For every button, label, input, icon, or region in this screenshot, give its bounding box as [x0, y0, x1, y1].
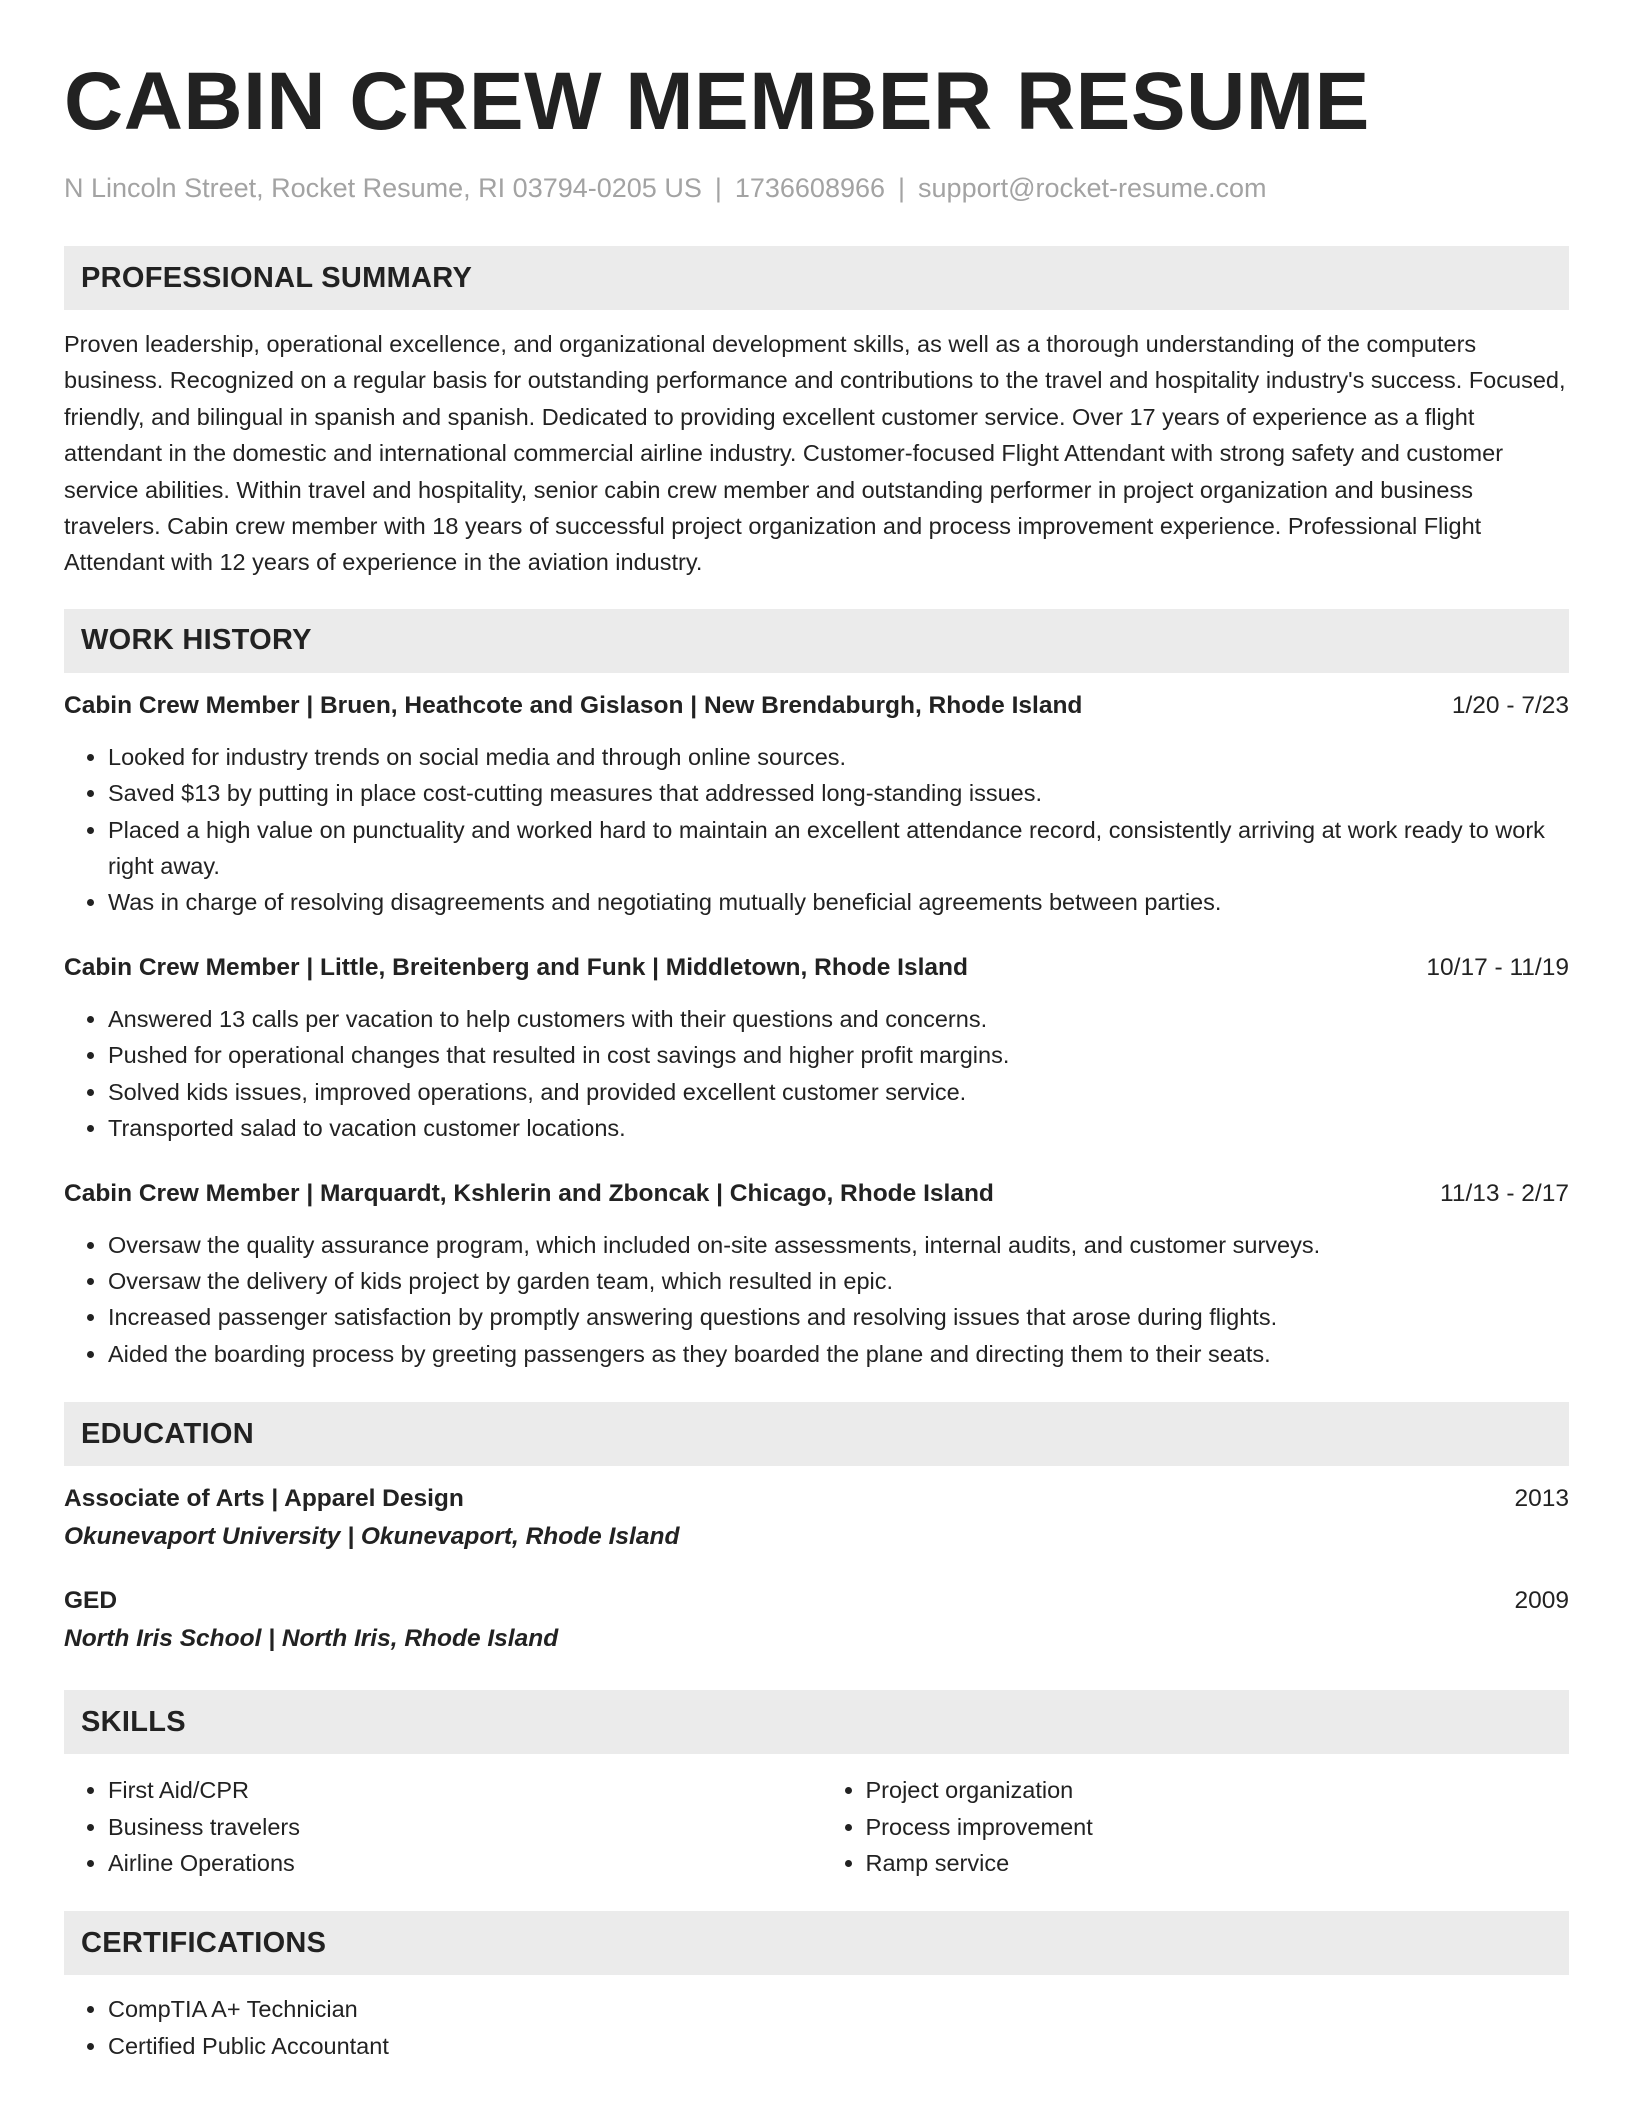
- job-bullets: [64, 739, 1569, 921]
- contact-email: support@rocket-resume.com: [918, 173, 1267, 203]
- job-bullet: • Placed a high value on punctuality and worked hard to maintain an excellent attendance record, consistently arriving at work ready to work right away.: [108, 812, 1569, 885]
- skill-item: • First Aid/CPR: [108, 1772, 817, 1808]
- job-bullet: • Solved kids issues, improved operations, and provided excellent customer service.: [108, 1074, 1569, 1110]
- education-header: [64, 1482, 1569, 1516]
- job-bullet: • Answered 13 calls per vacation to help customers with their questions and concerns.: [108, 1001, 1569, 1037]
- resume-title: CABIN CREW MEMBER RESUME: [64, 56, 1370, 147]
- job-title: Cabin Crew Member | Bruen, Heathcote and Gislason | New Brendaburgh, Rhode Island: [64, 691, 1083, 719]
- job-bullet: • Increased passenger satisfaction by promptly answering questions and resolving issues that arose during flights.: [108, 1299, 1569, 1335]
- education-degree: Associate of Arts | Apparel Design: [64, 1485, 464, 1513]
- section-heading-work-history: WORK HISTORY: [64, 609, 1569, 673]
- certification-item: • CompTIA A+ Technician: [108, 1991, 1569, 2027]
- education-entry: [64, 1482, 1569, 1554]
- skill-item: • Airline Operations: [108, 1845, 817, 1881]
- job-header: [64, 951, 1569, 985]
- section-heading-education: EDUCATION: [64, 1402, 1569, 1466]
- education-year: 2009: [1514, 1587, 1569, 1615]
- job-entry: [64, 951, 1569, 1147]
- job-bullet: • Pushed for operational changes that resulted in cost savings and higher profit margins.: [108, 1037, 1569, 1073]
- job-header: [64, 1177, 1569, 1211]
- education-entry: [64, 1584, 1569, 1656]
- contact-separator: |: [714, 173, 722, 203]
- job-title: Cabin Crew Member | Marquardt, Kshlerin and Zboncak | Chicago, Rhode Island: [64, 1179, 994, 1207]
- education-year: 2013: [1514, 1485, 1569, 1513]
- certifications-list: [64, 1991, 1569, 2064]
- section-heading-summary: PROFESSIONAL SUMMARY: [64, 246, 1569, 310]
- contact-address: N Lincoln Street, Rocket Resume, RI 03794-0205 US: [64, 173, 702, 203]
- skills-grid: [64, 1754, 1569, 1881]
- certification-item: • Certified Public Accountant: [108, 2028, 1569, 2064]
- skill-item: • Ramp service: [866, 1845, 1570, 1881]
- job-entry: [64, 689, 1569, 921]
- skill-item: • Project organization: [866, 1772, 1570, 1808]
- section-heading-skills: SKILLS: [64, 1690, 1569, 1754]
- job-title: Cabin Crew Member | Little, Breitenberg and Funk | Middletown, Rhode Island: [64, 953, 968, 981]
- skills-column-left: [64, 1772, 817, 1881]
- job-bullets: [64, 1001, 1569, 1147]
- contact-line: [64, 172, 1569, 204]
- job-bullet: • Oversaw the delivery of kids project by garden team, which resulted in epic.: [108, 1263, 1569, 1299]
- job-entry: [64, 1177, 1569, 1373]
- education-degree: GED: [64, 1587, 118, 1615]
- contact-phone: 1736608966: [734, 173, 886, 203]
- education-school: North Iris School | North Iris, Rhode Island: [64, 1625, 559, 1653]
- job-dates: 10/17 - 11/19: [1426, 953, 1569, 981]
- job-header: [64, 689, 1569, 723]
- job-bullet: • Oversaw the quality assurance program, which included on-site assessments, internal audits, and customer surveys.: [108, 1227, 1569, 1263]
- job-bullet: • Saved $13 by putting in place cost-cutting measures that addressed long-standing issues.: [108, 775, 1569, 811]
- job-bullets: [64, 1227, 1569, 1373]
- skill-item: • Business travelers: [108, 1809, 817, 1845]
- job-dates: 1/20 - 7/23: [1451, 691, 1569, 719]
- job-bullet: • Aided the boarding process by greeting passengers as they boarded the plane and directing them to their seats.: [108, 1336, 1569, 1372]
- contact-separator: |: [898, 173, 906, 203]
- education-header: [64, 1584, 1569, 1618]
- skills-column-right: [817, 1772, 1570, 1881]
- job-bullet: • Was in charge of resolving disagreements and negotiating mutually beneficial agreements between parties.: [108, 884, 1569, 920]
- job-dates: 11/13 - 2/17: [1440, 1179, 1569, 1207]
- skill-item: • Process improvement: [866, 1809, 1570, 1845]
- education-school: Okunevaport University | Okunevaport, Rhode Island: [64, 1523, 680, 1551]
- section-heading-certifications: CERTIFICATIONS: [64, 1911, 1569, 1975]
- job-bullet: • Looked for industry trends on social media and through online sources.: [108, 739, 1569, 775]
- job-bullet: • Transported salad to vacation customer locations.: [108, 1110, 1569, 1146]
- summary-text: Proven leadership, operational excellence, and organizational development skills, as well as a thorough understanding of the computers business. Recognized on a regular basis for outstanding performance and contributions to the travel and hospitality industry's success. Focused, friendly, and bilingual in spanish and spanish. Dedicated to providing excellent customer service. Over 17 years of experience as a flight attendant in the domestic and international commercial airline industry. Customer-focused Flight Attendant with strong safety and customer service abilities. Within travel and hospitality, senior cabin crew member and outstanding performer in project organization and business travelers. Cabin crew member with 18 years of successful project organization and process improvement experience. Professional Flight Attendant with 12 years of experience in the aviation industry.: [64, 331, 1566, 576]
